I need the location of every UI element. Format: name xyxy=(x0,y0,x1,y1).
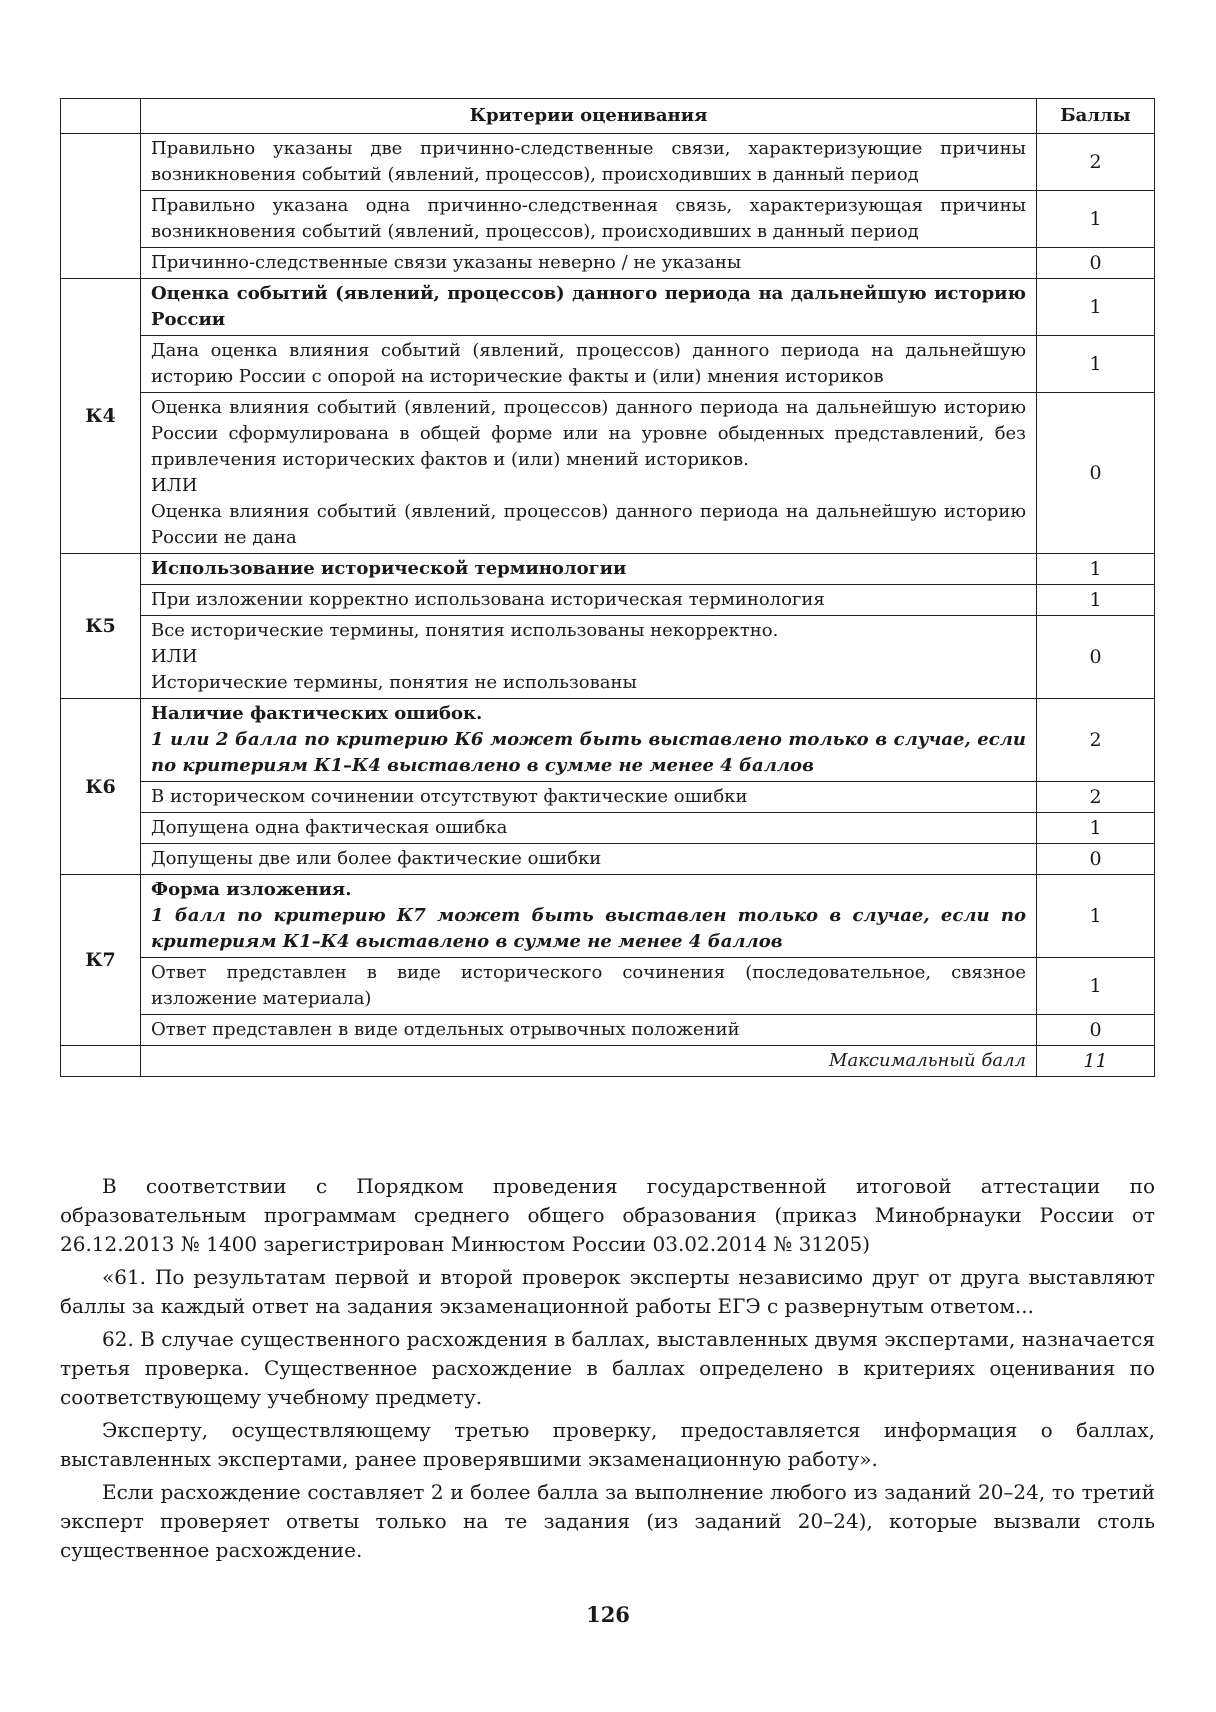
score-cell: 2 xyxy=(1037,782,1155,813)
score-cell: 1 xyxy=(1037,191,1155,248)
score-cell: 2 xyxy=(1037,134,1155,191)
page-number: 126 xyxy=(586,1602,630,1627)
criterion-text xyxy=(141,393,1037,554)
criterion-text: Причинно-следственные связи указаны неверно / не указаны xyxy=(141,248,1037,279)
criteria-table xyxy=(60,98,1155,1077)
criterion-text-part: Исторические термины, понятия не использованы xyxy=(151,672,637,693)
table-row xyxy=(61,875,1155,958)
table-row xyxy=(61,1015,1155,1046)
criterion-heading: Использование исторической терминологии xyxy=(141,554,1037,585)
body-text xyxy=(60,1172,1155,1569)
table-header-row xyxy=(61,99,1155,134)
table-row xyxy=(61,134,1155,191)
criterion-text: Ответ представлен в виде отдельных отрывочных положений xyxy=(141,1015,1037,1046)
criterion-text: В историческом сочинении отсутствуют фактические ошибки xyxy=(141,782,1037,813)
criterion-code-k6: К6 xyxy=(61,699,141,875)
table-row xyxy=(61,813,1155,844)
score-cell: 1 xyxy=(1037,585,1155,616)
criterion-text-part: Оценка влияния событий (явлений, процессов) данного периода на дальнейшую историю России не дана xyxy=(151,501,1026,548)
code-cell-empty xyxy=(61,134,141,279)
criterion-text: Правильно указаны две причинно-следственные связи, характеризующие причины возникновения событий (явлений, процессов), происходивших в данный период xyxy=(141,134,1037,191)
table-row xyxy=(61,585,1155,616)
criterion-heading-note: 1 или 2 балла по критерию К6 может быть выставлено только в случае, если по критериям К1–К4 выставлено в сумме не менее 4 баллов xyxy=(151,729,1026,776)
table-row xyxy=(61,393,1155,554)
criterion-heading-title: Наличие фактических ошибок. xyxy=(151,703,483,724)
header-score: Баллы xyxy=(1037,99,1155,134)
score-cell: 1 xyxy=(1037,958,1155,1015)
table-row xyxy=(61,554,1155,585)
criterion-heading-title: Форма изложения. xyxy=(151,879,352,900)
paragraph: 62. В случае существенного расхождения в баллах, выставленных двумя экспертами, назначается третья проверка. Существенное расхождение в баллах определено в критериях оценивания по соответствующему учебному предмету. xyxy=(60,1327,1155,1409)
or-label: ИЛИ xyxy=(151,475,198,496)
table-row xyxy=(61,248,1155,279)
paragraph: Эксперту, осуществляющему третью проверку, предоставляется информация о баллах, выставленных экспертами, ранее проверявшими экзаменационную работу». xyxy=(60,1418,1155,1471)
or-label: ИЛИ xyxy=(151,646,198,667)
criterion-text: Дана оценка влияния событий (явлений, процессов) данного периода на дальнейшую историю России с опорой на исторические факты и (или) мнения историков xyxy=(141,336,1037,393)
criterion-text: Ответ представлен в виде исторического сочинения (последовательное, связное изложение материала) xyxy=(141,958,1037,1015)
criterion-code-k7: К7 xyxy=(61,875,141,1046)
score-cell: 1 xyxy=(1037,336,1155,393)
score-cell: 0 xyxy=(1037,1015,1155,1046)
criterion-code-k4: К4 xyxy=(61,279,141,554)
score-cell: 1 xyxy=(1037,813,1155,844)
table-row xyxy=(61,782,1155,813)
max-score-label: Максимальный балл xyxy=(141,1046,1037,1077)
max-score-value: 11 xyxy=(1037,1046,1155,1077)
table-row xyxy=(61,191,1155,248)
paragraph: Если расхождение составляет 2 и более балла за выполнение любого из заданий 20–24, то третий эксперт проверяет ответы только на те задания (из заданий 20–24), которые вызвали столь существенное расхождение. xyxy=(60,1480,1155,1562)
code-cell-empty xyxy=(61,1046,141,1077)
table-row xyxy=(61,279,1155,336)
criterion-heading-note: 1 балл по критерию К7 может быть выставлен только в случае, если по критериям К1–К4 выставлено в сумме не менее 4 баллов xyxy=(151,905,1026,952)
header-code-cell xyxy=(61,99,141,134)
table-row xyxy=(61,699,1155,782)
score-cell: 2 xyxy=(1037,699,1155,782)
criterion-text-part: Все исторические термины, понятия использованы некорректно. xyxy=(151,620,779,641)
criterion-heading xyxy=(141,875,1037,958)
criterion-code-k5: К5 xyxy=(61,554,141,699)
score-cell: 0 xyxy=(1037,616,1155,699)
max-score-row xyxy=(61,1046,1155,1077)
score-cell: 0 xyxy=(1037,248,1155,279)
table-row xyxy=(61,616,1155,699)
paragraph: «61. По результатам первой и второй проверок эксперты независимо друг от друга выставляют баллы за каждый ответ на задания экзаменационной работы ЕГЭ с развернутым ответом... xyxy=(60,1265,1155,1318)
criterion-heading: Оценка событий (явлений, процессов) данного периода на дальнейшую историю России xyxy=(141,279,1037,336)
score-cell: 1 xyxy=(1037,875,1155,958)
score-cell: 0 xyxy=(1037,393,1155,554)
criterion-text: Допущена одна фактическая ошибка xyxy=(141,813,1037,844)
table-row xyxy=(61,336,1155,393)
criterion-text: При изложении корректно использована историческая терминология xyxy=(141,585,1037,616)
paragraph: В соответствии с Порядком проведения государственной итоговой аттестации по образовательным программам среднего общего образования (приказ Минобрнауки России от 26.12.2013 № 1400 зарегистрирован Минюстом России 03.02.2014 № 31205) xyxy=(60,1174,1155,1256)
criterion-text-part: Оценка влияния событий (явлений, процессов) данного периода на дальнейшую историю России сформулирована в общей форме или на уровне обыденных представлений, без привлечения исторических фактов и (или) мнений историков. xyxy=(151,397,1026,470)
criterion-text xyxy=(141,616,1037,699)
criterion-text: Допущены две или более фактические ошибки xyxy=(141,844,1037,875)
score-cell: 1 xyxy=(1037,554,1155,585)
header-criteria: Критерии оценивания xyxy=(141,99,1037,134)
table-row xyxy=(61,958,1155,1015)
score-cell: 0 xyxy=(1037,844,1155,875)
score-cell: 1 xyxy=(1037,279,1155,336)
table-row xyxy=(61,844,1155,875)
criterion-text: Правильно указана одна причинно-следственная связь, характеризующая причины возникновения событий (явлений, процессов), происходивших в данный период xyxy=(141,191,1037,248)
criterion-heading xyxy=(141,699,1037,782)
